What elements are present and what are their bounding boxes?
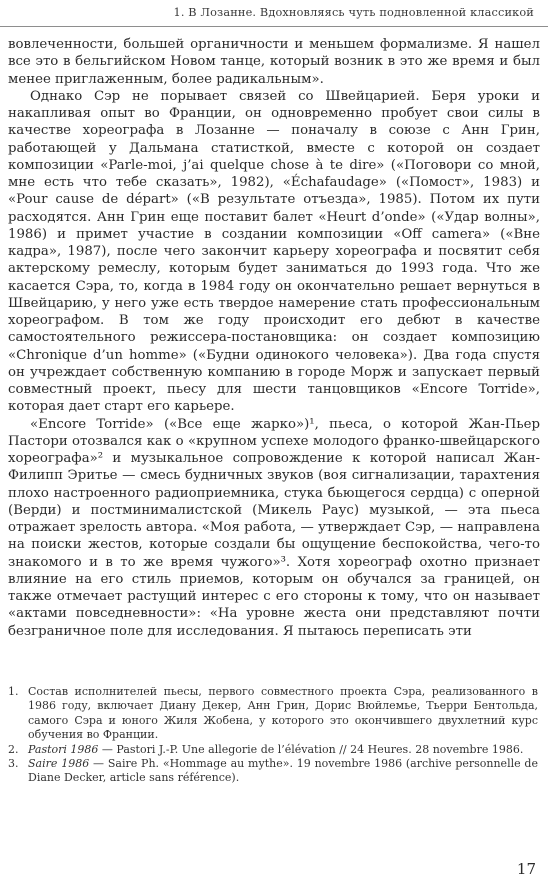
footnote-number: 3. — [8, 757, 19, 771]
main-text — [8, 36, 540, 640]
paragraph-continuation: вовлеченности, большей органичности и меньшем формализме. Я нашел все это в бельгийском Новом танце, который возник в это же время и был менее приглаженным, более радикальным». — [8, 37, 540, 87]
footnote-body: — Saire Ph. «Hommage au mythe». 19 novembre 1986 (archive personnelle de Diane Decker, article sans référence). — [28, 757, 538, 785]
paragraph: Однако Сэр не порывает связей со Швейцарией. Беря уроки и накапливая опыт во Франции, он одновременно пробует свои силы в качестве хореографа в Лозанне — поначалу в союзе с Анн Грин, работающей у Дальмана статисткой, вместе с которой он создает композиции «Parle-moi, j’ai quelque chose à te dire» («Поговори со мной, мне есть что тебе сказать», 1982), «Échafaudage» («Помост», 1983) и «Pour cause de départ» («В результате отъезда», 1985). Потом их пути расходятся. Анн Грин еще поставит балет «Heurt d’onde» («Удар волны», 1986) и примет участие в создании композиции «Off camera» («Вне кадра», 1987), после чего закончит карьеру хореографа и посвятит себя актерскому ремеслу, которым будет заниматься до 1993 года. Что же касается Сэра, то, когда в 1984 году он окончательно решает вернуться в Швейцарию, у него уже есть твердое намерение стать профессиональным хореографом. В том же году происходит его дебют в качестве самостоятельного режиссера-постановщика: он создает композицию «Chronique d’un homme» («Будни одинокого человека»). Два года спустя он учреждает собственную компанию в городе Морж и запускает первый совместный проект, пьесу для шести танцовщиков «Encore Torride», которая дает старт его карьере. — [8, 88, 540, 415]
footnotes — [8, 685, 538, 786]
footnote-body: — Pastori J.-P. Une allegorie de l’élévation // 24 Heures. 28 novembre 1986. — [98, 742, 524, 756]
footnote — [8, 743, 538, 757]
footnote-text — [28, 685, 538, 743]
footnote-text — [28, 743, 538, 757]
paragraph: «Encore Torride» («Все еще жарко»)¹, пьеса, о которой Жан-Пьер Пастори отозвался как о «крупном успехе молодого франко-швейцарского хореографа»² и музыкальное сопровождение к которой написал Жан-Филипп Эритье — смесь будничных звуков (воя сигнализации, тарахтения плохо настроенного радиоприемника, стука бьющегося сердца) с оперной (Верди) и постминималистской (Микель Раус) музыкой, — эта пьеса отражает зрелость автора. «Моя работа, — утверждает Сэр, — направлена на поиски жестов, которые создали бы ощущение беспокойства, чего-то знакомого и в то же время чужого»³. Хотя хореограф охотно признает влияние на его стиль приемов, которым он обучался за границей, он также отмечает растущий интерес с его стороны к тому, что он называет «актами повседневности»: «На уровне жеста они представляют почти безграничное поле для исследования. Я пытаюсь переписать эти — [8, 416, 540, 639]
footnote — [8, 757, 538, 786]
footnote-number: 1. — [8, 685, 19, 698]
footnote — [8, 685, 538, 743]
running-header: 1. В Лозанне. Вдохновляясь чуть подновленной классикой — [173, 6, 534, 19]
footnote-source: Saire 1986 — [28, 757, 90, 771]
footnote-body: Состав исполнителей пьесы, первого совместного проекта Сэра, реализованного в 1986 году, включает Диану Декер, Анн Грин, Дорис Вюйлемье, Тьерри Бентольда, самого Сэра и юного Жиля Жобена, у которого это окончившего двухлетний курс обучения во Франции. — [28, 685, 538, 742]
footnote-text — [28, 757, 538, 786]
header-rule — [0, 26, 548, 27]
footnote-number: 2. — [8, 742, 19, 756]
page-number: 17 — [516, 860, 536, 878]
footnote-source: Pastori 1986 — [28, 742, 99, 756]
